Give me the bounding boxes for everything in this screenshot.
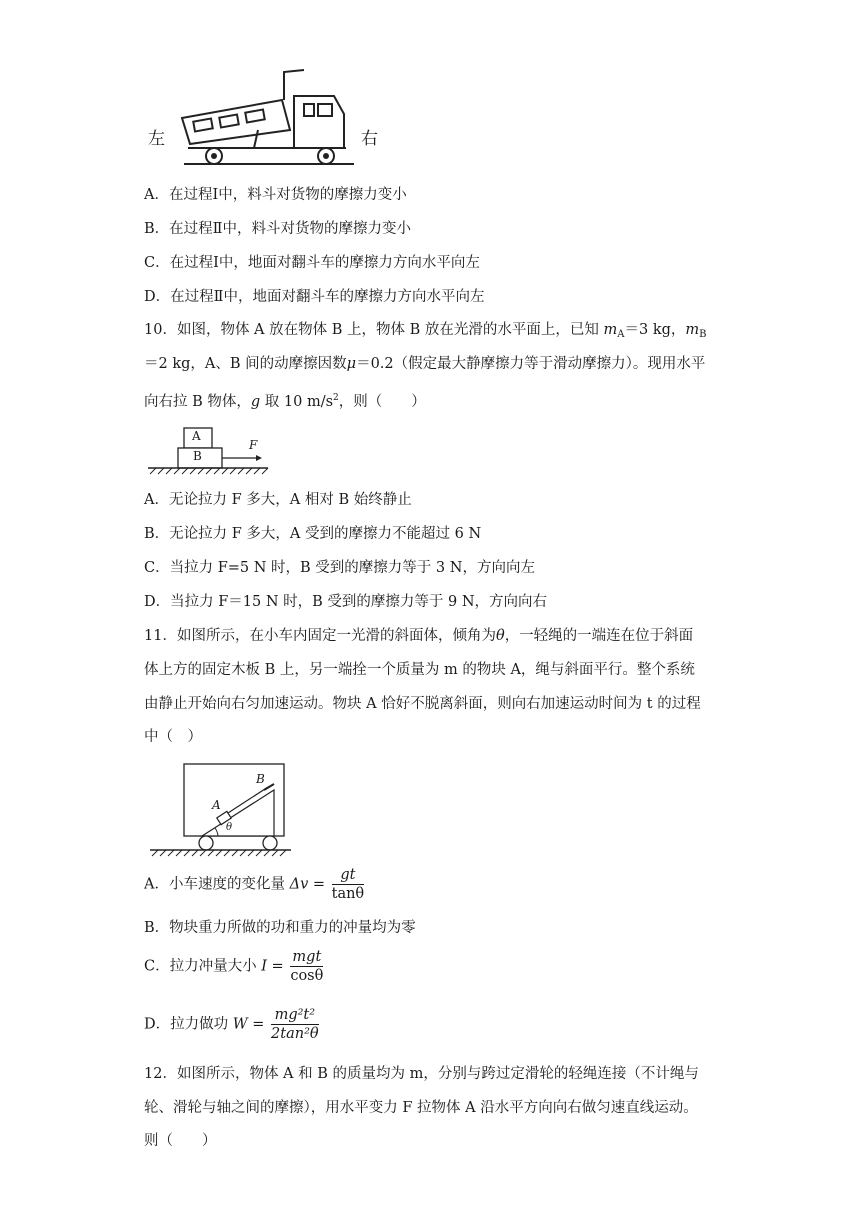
q11-option-a: A．小车速度的变化量 Δv = $\frac{gt}{\tan\theta}$ bbox=[144, 867, 365, 902]
fraction: $\frac{\text{mg²t²}}{\text{2tan²θ}}$ bbox=[271, 1007, 319, 1042]
dump-truck-figure bbox=[144, 64, 394, 168]
theta-label: θ bbox=[226, 822, 233, 833]
q11-option-b: B．物块重力所做的功和重力的冲量均为零 bbox=[144, 920, 416, 936]
q11-stem-line-1: 11．如图所示，在小车内固定一光滑的斜面体，倾角为θ，一轻绳的一端连在位于斜面 bbox=[144, 628, 694, 644]
q9-option-a: A．在过程Ⅰ中，料斗对货物的摩擦力变小 bbox=[144, 187, 407, 203]
q11-option-d: D．拉力做功 W = $\frac{\text{mg²t²}}{\text{2tan²θ}}$ bbox=[144, 1007, 319, 1042]
block-a-label: A bbox=[192, 429, 201, 443]
q9-option-b: B．在过程Ⅱ中，料斗对货物的摩擦力变小 bbox=[144, 221, 412, 237]
q11-option-c: C．拉力冲量大小 I = $\frac{\text{mgt}}{\cos\theta}$ bbox=[144, 949, 324, 984]
q10-stem-line-3: 向右拉 B 物体，g 取 10 $m/s^2$，则（ ） bbox=[144, 393, 426, 410]
q12-stem-line-1: 12．如图所示，物体 A 和 B 的质量均为 m，分别与跨过定滑轮的轻绳连接（不计绳与 bbox=[144, 1066, 699, 1082]
dump-truck-drawing bbox=[144, 64, 394, 168]
cart-incline-figure bbox=[148, 760, 293, 860]
force-f-label: F bbox=[249, 438, 258, 452]
board-b-label: B bbox=[256, 772, 265, 786]
q10-option-a: A．无论拉力 F 多大，A 相对 B 始终静止 bbox=[144, 492, 412, 508]
blocks-ab-figure bbox=[144, 422, 274, 478]
q11-stem-line-3: 由静止开始向右匀加速运动。物块 A 恰好不脱离斜面，则向右加速运动时间为 t 的过程 bbox=[144, 696, 701, 712]
q11-stem-line-2: 体上方的固定木板 B 上，另一端拴一个质量为 m 的物块 A，绳与斜面平行。整个系统 bbox=[144, 662, 695, 678]
left-label: 左 bbox=[148, 129, 165, 149]
q10-stem-line-1: 10．如图，物体 A 放在物体 B 上，物体 B 放在光滑的水平面上，已知 $m_A=3$ kg，$m_B$ bbox=[144, 322, 707, 340]
right-label: 右 bbox=[361, 129, 378, 149]
block-b-label: B bbox=[193, 449, 202, 463]
q10-option-c: C．当拉力 F=5 N 时，B 受到的摩擦力等于 3 N，方向向左 bbox=[144, 560, 535, 576]
q10-option-d: D．当拉力 F＝15 N 时，B 受到的摩擦力等于 9 N，方向向右 bbox=[144, 594, 548, 610]
q10-stem-line-2: ＝2 kg，A、B 间的动摩擦因数μ＝0.2（假定最大静摩擦力等于滑动摩擦力）。现用水平 bbox=[144, 356, 706, 372]
q10-option-b: B．无论拉力 F 多大，A 受到的摩擦力不能超过 6 N bbox=[144, 526, 482, 542]
fraction: $\frac{\text{mgt}}{\cos\theta}$ bbox=[290, 949, 324, 984]
q12-stem-line-2: 轮、滑轮与轴之间的摩擦），用水平变力 F 拉物体 A 沿水平方向向右做匀速直线运动。 bbox=[144, 1100, 698, 1116]
q9-option-c: C．在过程Ⅰ中，地面对翻斗车的摩擦力方向水平向左 bbox=[144, 255, 480, 271]
q11-stem-line-4: 中（ ） bbox=[144, 729, 202, 745]
q12-stem-line-3: 则（ ） bbox=[144, 1133, 217, 1149]
q9-option-d: D．在过程Ⅱ中，地面对翻斗车的摩擦力方向水平向左 bbox=[144, 289, 485, 305]
block-a-label: A bbox=[212, 798, 221, 812]
fraction: $\frac{gt}{\tan\theta}$ bbox=[331, 867, 365, 902]
